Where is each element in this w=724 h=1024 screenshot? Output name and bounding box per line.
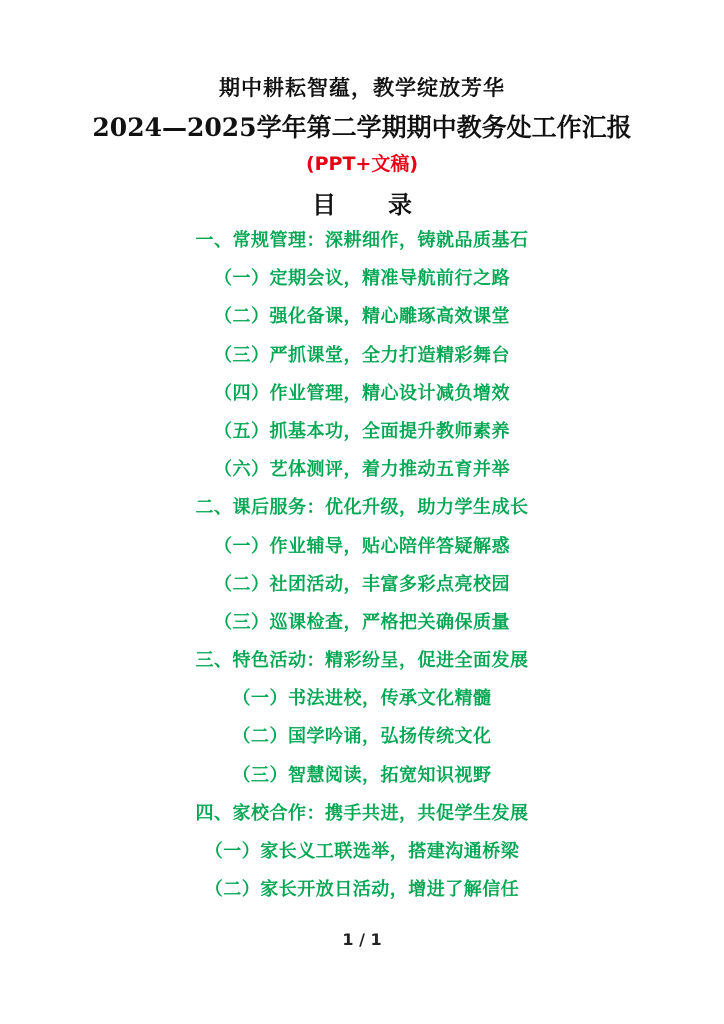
- toc-item-3-1: （一）书法进校，传承文化精髓: [232, 688, 492, 710]
- toc-section-4: 四、家校合作：携手共进，共促学生发展: [195, 802, 529, 824]
- toc-item-1-5: （五）抓基本功，全面提升教师素养: [214, 420, 510, 442]
- toc-section-1: 一、常规管理：深耕细作，铸就品质基石: [195, 230, 529, 251]
- toc-item-1-2: （二）强化备课，精心雕琢高效课堂: [214, 306, 510, 328]
- toc-item-1-3: （三）严抓课堂，全力打造精彩舞台: [214, 344, 510, 366]
- toc-item-4-1: （一）家长义工联选举，搭建沟通桥梁: [204, 841, 520, 862]
- toc-section-3: 三、特色活动：精彩纷呈，促进全面发展: [195, 650, 529, 672]
- toc-item-1-4: （四）作业管理，精心设计减负增效: [214, 382, 510, 404]
- toc-item-2-2: （二）社团活动，丰富多彩点亮校园: [214, 573, 510, 595]
- toc-item-3-2: （二）国学吟诵，弘扬传统文化: [232, 726, 492, 748]
- document-subtitle: (PPT+文稿): [305, 153, 419, 175]
- toc-item-2-1: （一）作业辅导，贴心陪伴答疑解惑: [214, 535, 510, 557]
- toc-item-1-6: （六）艺体测评，着力推动五育并举: [214, 459, 510, 481]
- toc-item-4-2: （二）家长开放日活动，增进了解信任: [204, 879, 520, 901]
- toc-item-1-1: （一）定期会议，精准导航前行之路: [214, 268, 510, 290]
- page-number: 1 / 1: [342, 930, 382, 949]
- toc-section-2: 二、课后服务：优化升级，助力学生成长: [195, 497, 529, 519]
- toc-item-3-3: （三）智慧阅读，拓宽知识视野: [232, 764, 492, 786]
- toc-heading: 目 录: [312, 191, 426, 219]
- table-of-contents: [0, 226, 724, 913]
- toc-item-2-3: （三）巡课检查，严格把关确保质量: [214, 611, 510, 633]
- document-title-line2: 2024—2025学年第二学期期中教务处工作汇报: [92, 113, 632, 142]
- document-title-line1: 期中耕耘智蕴，教学绽放芳华: [219, 76, 505, 100]
